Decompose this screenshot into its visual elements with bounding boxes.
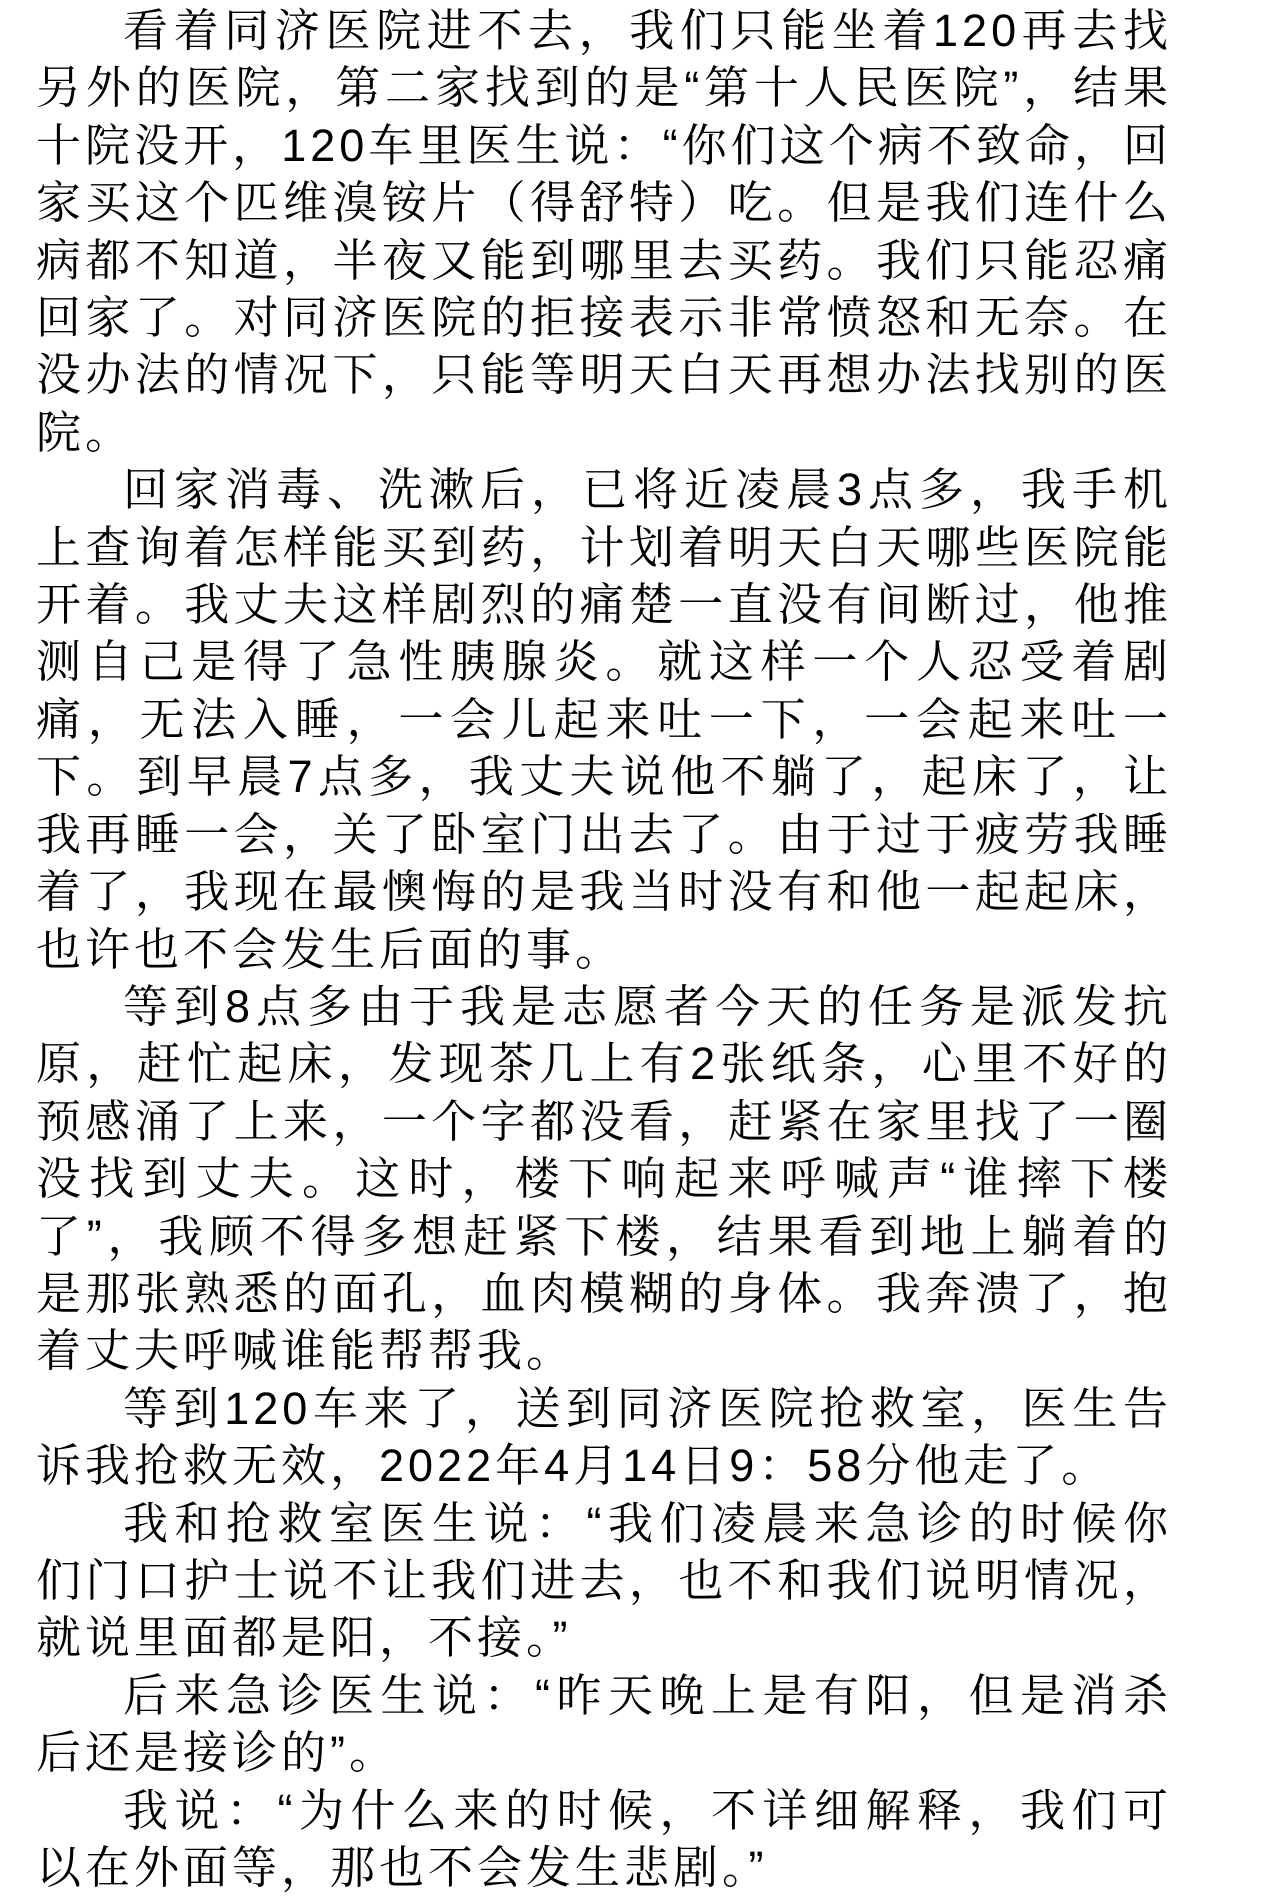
paragraph: [36, 1380, 1172, 1495]
text-line: 诉我抢救无效，2022年4月14日9：58分他走了。: [36, 1440, 1111, 1492]
text-line: 开着。我丈夫这样剧烈的痛楚一直没有间断过，他推: [36, 579, 1172, 631]
text-line: 原，赶忙起床，发现茶几上有2张纸条，心里不好的: [36, 1038, 1172, 1090]
text-line: 十院没开，120车里医生说：“你们这个病不致命，回: [36, 119, 1172, 171]
paragraph: [36, 1495, 1172, 1667]
text-line: 们门口护士说不让我们进去，也不和我们说明情况，: [36, 1554, 1172, 1606]
text-line: 预感涌了上来，一个字都没看，赶紧在家里找了一圈: [36, 1095, 1172, 1147]
paragraph: [36, 461, 1172, 978]
text-line: 测自己是得了急性胰腺炎。就这样一个人忍受着剧: [36, 636, 1172, 688]
text-line: 病都不知道，半夜又能到哪里去买药。我们只能忍痛: [36, 234, 1172, 286]
text-line: 着丈夫呼喊谁能帮帮我。: [36, 1325, 576, 1377]
text-line: 没办法的情况下，只能等明天白天再想办法找别的医: [36, 349, 1172, 401]
paragraph: [36, 1782, 1172, 1896]
text-line: 痛，无法入睡，一会儿起来吐一下，一会起来吐一: [36, 693, 1172, 745]
text-line: 我再睡一会，关了卧室门出去了。由于过于疲劳我睡: [36, 808, 1172, 860]
text-line: 我和抢救室医生说：“我们凌晨来急诊的时候你: [123, 1497, 1172, 1549]
text-line: 就说里面都是阳，不接。”: [36, 1612, 572, 1664]
text-line: 着了，我现在最懊悔的是我当时没有和他一起起床，: [36, 866, 1172, 918]
text-line: 是那张熟悉的面孔，血肉模糊的身体。我奔溃了，抱: [36, 1267, 1172, 1319]
paragraph: [36, 978, 1172, 1380]
text-line: 等到120车来了，送到同济医院抢救室，医生告: [123, 1382, 1172, 1434]
text-line: 上查询着怎样能买到药，计划着明天白天哪些医院能: [36, 521, 1172, 573]
text-line: 以在外面等，那也不会发生悲剧。”: [36, 1842, 768, 1893]
text-line: 看着同济医院进不去，我们只能坐着120再去找: [123, 5, 1172, 56]
text-line: 下。到早晨7点多，我丈夫说他不躺了，起床了，让: [36, 751, 1172, 803]
text-line: 回家消毒、洗漱后，已将近凌晨3点多，我手机: [123, 464, 1172, 516]
text-line: 了”，我顾不得多想赶紧下楼，结果看到地上躺着的: [36, 1210, 1172, 1262]
text-line: 没找到丈夫。这时，楼下响起来呼喊声“谁摔下楼: [36, 1153, 1172, 1205]
text-line: 等到8点多由于我是志愿者今天的任务是派发抗: [123, 980, 1172, 1032]
text-line: 后还是接诊的”。: [36, 1727, 398, 1779]
text-line: 后来急诊医生说：“昨天晚上是有阳，但是消杀: [123, 1669, 1172, 1721]
paragraph: [36, 2, 1172, 461]
text-line: 院。: [36, 406, 135, 458]
text-line: 家买这个匹维溴铵片（得舒特）吃。但是我们连什么: [36, 177, 1172, 229]
paragraph: [36, 1667, 1172, 1782]
text-line: 我说：“为什么来的时候，不详细解释，我们可: [123, 1784, 1172, 1836]
text-line: 回家了。对同济医院的拒接表示非常愤怒和无奈。在: [36, 292, 1172, 344]
text-line: 另外的医院，第二家找到的是“第十人民医院”，结果: [36, 62, 1172, 114]
text-line: 也许也不会发生后面的事。: [36, 923, 625, 975]
